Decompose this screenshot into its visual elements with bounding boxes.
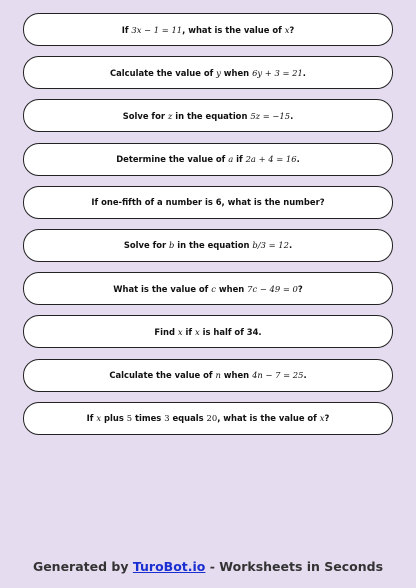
question-5 bbox=[23, 186, 393, 219]
question-text: If bbox=[121, 24, 132, 35]
question-text: What is the value of bbox=[113, 283, 212, 294]
question-text: plus bbox=[101, 413, 127, 424]
math-expression: b/3 = 12 bbox=[252, 240, 289, 251]
question-text: . bbox=[290, 110, 294, 121]
math-expression: 7c − 49 = 0 bbox=[247, 283, 298, 294]
math-expression: x bbox=[96, 413, 102, 424]
footer-suffix: - Worksheets in Seconds bbox=[205, 559, 384, 574]
question-4 bbox=[23, 143, 393, 176]
math-expression: y bbox=[216, 67, 221, 78]
question-9 bbox=[23, 359, 393, 392]
question-text: in the equation bbox=[174, 240, 253, 251]
question-2 bbox=[23, 56, 393, 89]
math-expression: n bbox=[215, 370, 221, 380]
math-number: 5 bbox=[126, 413, 133, 424]
question-text: Find bbox=[154, 326, 178, 337]
question-text: If bbox=[86, 413, 97, 424]
question-text: , what is the value of bbox=[217, 413, 320, 424]
question-text: Calculate the value of bbox=[109, 370, 216, 380]
question-1 bbox=[23, 13, 393, 46]
turobot-link[interactable]: TuroBot.io bbox=[132, 559, 206, 574]
math-expression: x bbox=[284, 24, 290, 35]
footer bbox=[0, 559, 416, 574]
question-text: when bbox=[220, 67, 253, 78]
question-text: times bbox=[132, 413, 165, 424]
question-text: is half of 34. bbox=[199, 326, 262, 337]
math-expression: 5z = −15 bbox=[250, 110, 291, 121]
math-expression: a bbox=[228, 154, 234, 165]
question-text: ? bbox=[324, 413, 330, 424]
math-expression: c bbox=[211, 283, 216, 294]
question-text: if bbox=[233, 154, 246, 165]
math-expression: x bbox=[319, 413, 325, 424]
math-expression: 2a + 4 = 16 bbox=[245, 154, 297, 165]
math-expression: x bbox=[177, 326, 183, 337]
math-expression: 3x − 1 = 11 bbox=[131, 24, 183, 35]
question-text: . bbox=[302, 67, 306, 78]
question-text: . bbox=[288, 240, 293, 251]
question-text: when bbox=[215, 283, 248, 294]
question-text: if bbox=[182, 326, 195, 337]
question-text: , what is the value of bbox=[182, 24, 285, 35]
math-expression: 6y + 3 = 21 bbox=[252, 67, 303, 78]
math-number: 3 bbox=[164, 413, 170, 424]
question-7 bbox=[23, 272, 393, 305]
question-text: Solve for bbox=[123, 240, 170, 251]
math-expression: x bbox=[194, 326, 200, 337]
footer-prefix: Generated by bbox=[32, 559, 133, 574]
question-text: ? bbox=[289, 24, 295, 35]
question-text: Determine the value of bbox=[116, 154, 229, 165]
question-text: equals bbox=[169, 413, 207, 424]
question-text: in the equation bbox=[172, 110, 251, 121]
question-text: ? bbox=[297, 283, 303, 294]
math-expression: b bbox=[169, 240, 175, 251]
question-8 bbox=[23, 315, 393, 348]
question-text: If one-fifth of a number is 6, what is the number? bbox=[91, 197, 325, 208]
math-expression: 4n − 7 = 25 bbox=[252, 370, 304, 380]
question-3 bbox=[23, 99, 393, 132]
question-text: Solve for bbox=[122, 110, 168, 121]
question-text: Calculate the value of bbox=[110, 67, 217, 78]
question-6 bbox=[23, 229, 393, 262]
question-text: . bbox=[303, 370, 307, 380]
question-text: . bbox=[296, 154, 300, 165]
question-10 bbox=[23, 402, 393, 435]
math-number: 20 bbox=[206, 413, 218, 424]
worksheet bbox=[23, 13, 393, 445]
math-expression: z bbox=[167, 110, 173, 121]
question-text: when bbox=[220, 370, 253, 380]
